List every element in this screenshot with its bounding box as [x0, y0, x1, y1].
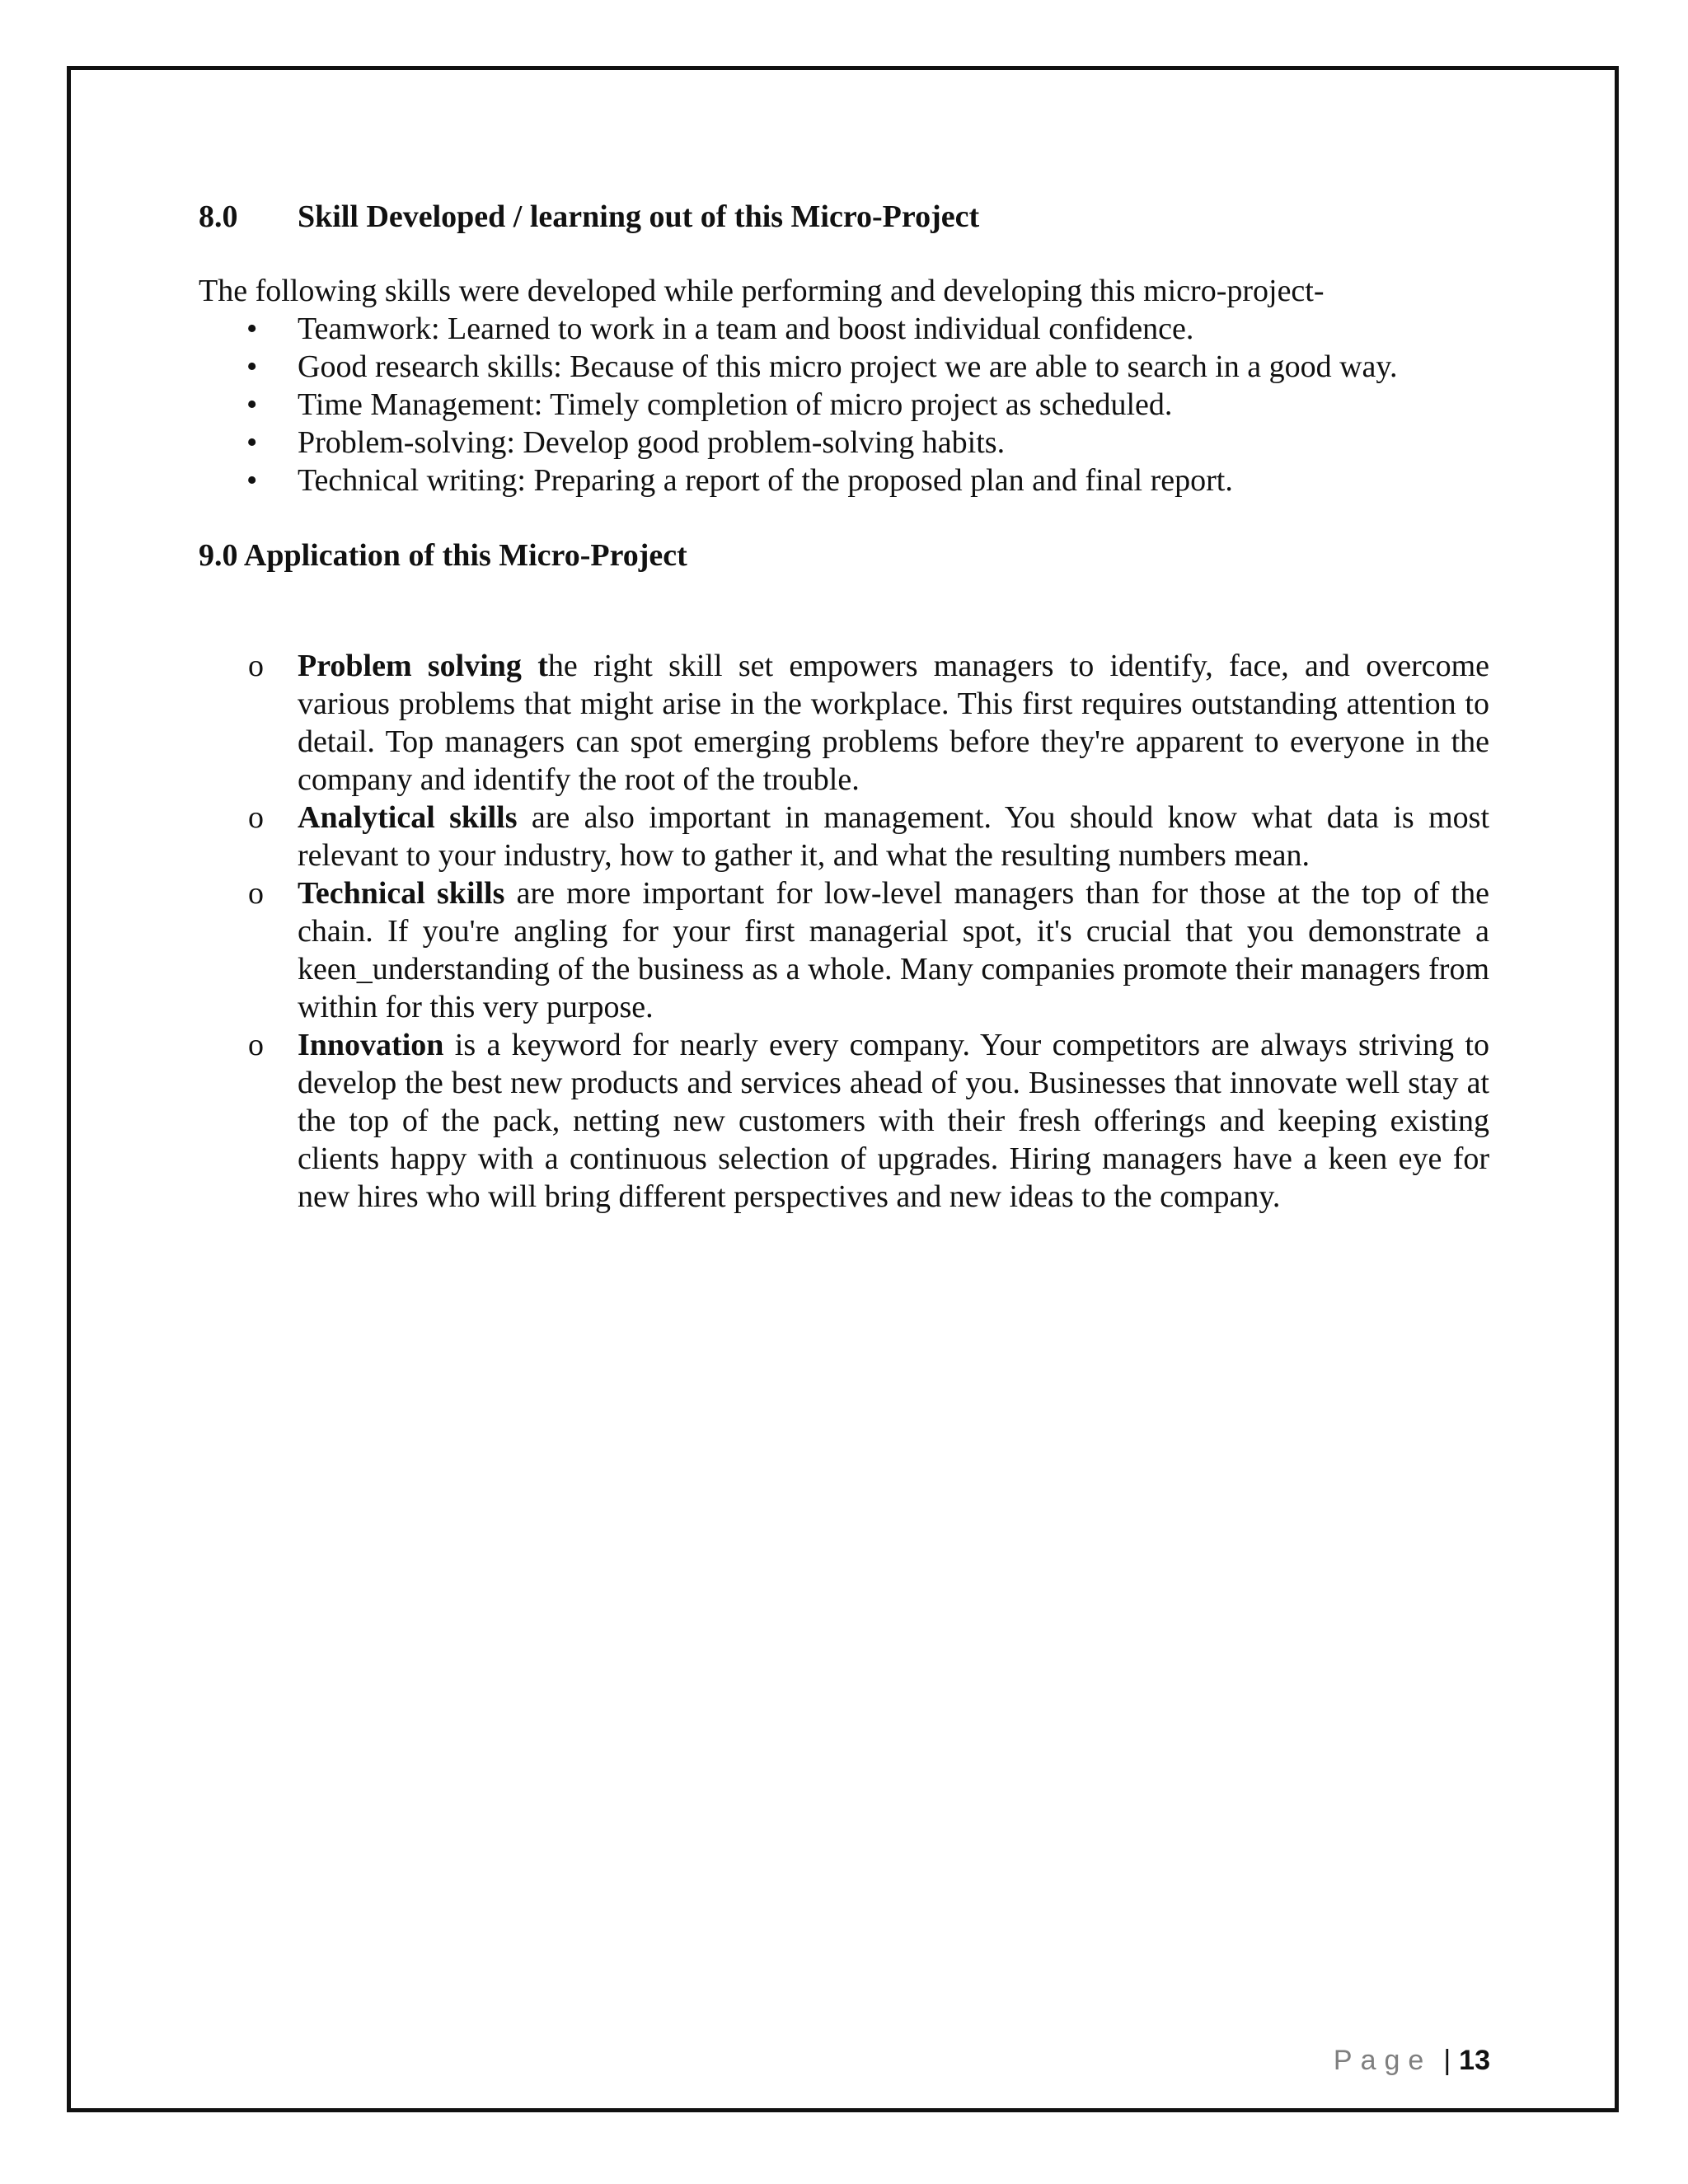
list-item — [199, 799, 1489, 874]
application-text: are also important in management. You should know what data is most relevant to your industry, how to gather it, and what the resulting numbers mean. — [298, 800, 1489, 873]
bullet-icon: • — [246, 425, 258, 460]
application-text: are more important for low-level managers than for those at the top of the chain. If you're angling for your first managerial spot, it's crucial that you demonstrate a keen_understanding of the business as a whole. Many companies promote their managers from within for this very purpose. — [298, 876, 1489, 1024]
list-item — [199, 310, 1489, 348]
skill-text: Good research skills: Because of this micro project we are able to search in a good way. — [298, 349, 1398, 384]
section-9-heading: 9.0 Application of this Micro-Project — [199, 538, 687, 573]
bullet-icon: • — [246, 463, 258, 498]
skill-text: Time Management: Timely completion of micro project as scheduled. — [298, 387, 1173, 422]
section-8-title: Skill Developed / learning out of this Micro-Project — [298, 199, 980, 234]
section-8-intro: The following skills were developed while performing and developing this micro-project- — [199, 274, 1325, 308]
application-text: he right skill set empowers managers to identify, face, and overcome various problems that might arise in the workplace. This first requires outstanding attention to detail. Top managers can spot emerging problems before they're apparent to everyone in the company and identify the root of the trouble. — [298, 649, 1490, 797]
page-number: 13 — [1459, 2045, 1490, 2076]
page-separator: | — [1443, 2045, 1451, 2076]
list-item — [199, 874, 1489, 1026]
skill-text: Technical writing: Preparing a report of the proposed plan and final report. — [298, 463, 1233, 498]
section-8-number: 8.0 — [199, 199, 238, 234]
list-item — [199, 647, 1489, 799]
list-item — [199, 386, 1489, 424]
application-term: Technical skills — [298, 876, 505, 911]
list-item — [199, 462, 1489, 499]
circle-bullet-icon: o — [248, 800, 264, 835]
skills-list — [199, 310, 1489, 499]
application-term: Analytical skills — [298, 800, 518, 835]
circle-bullet-icon: o — [248, 876, 264, 911]
bullet-icon: • — [246, 387, 258, 422]
skill-text: Problem-solving: Develop good problem-solving habits. — [298, 425, 1006, 460]
circle-bullet-icon: o — [248, 649, 264, 683]
application-term: Innovation — [298, 1028, 444, 1062]
skill-text: Teamwork: Learned to work in a team and boost individual confidence. — [298, 312, 1194, 346]
circle-bullet-icon: o — [248, 1028, 264, 1062]
application-term: Problem solving t — [298, 649, 548, 683]
bullet-icon: • — [246, 349, 258, 384]
application-text: is a keyword for nearly every company. Your competitors are always striving to develop the best new products and services ahead of you. Businesses that innovate well stay at the top of the pack, netting new customers with their fresh offerings and keeping existing clients happy with a continuous selection of upgrades. Hiring managers have a keen eye for new hires who will bring different perspectives and new ideas to the company. — [298, 1028, 1489, 1214]
applications-list — [199, 647, 1489, 1216]
section-8-heading — [199, 198, 1489, 236]
page-label: Page — [1333, 2045, 1432, 2076]
page-footer — [1334, 2044, 1490, 2077]
list-item — [199, 1026, 1489, 1216]
document-content — [199, 198, 1489, 1216]
list-item — [199, 424, 1489, 462]
bullet-icon: • — [246, 312, 258, 346]
list-item — [199, 348, 1489, 386]
